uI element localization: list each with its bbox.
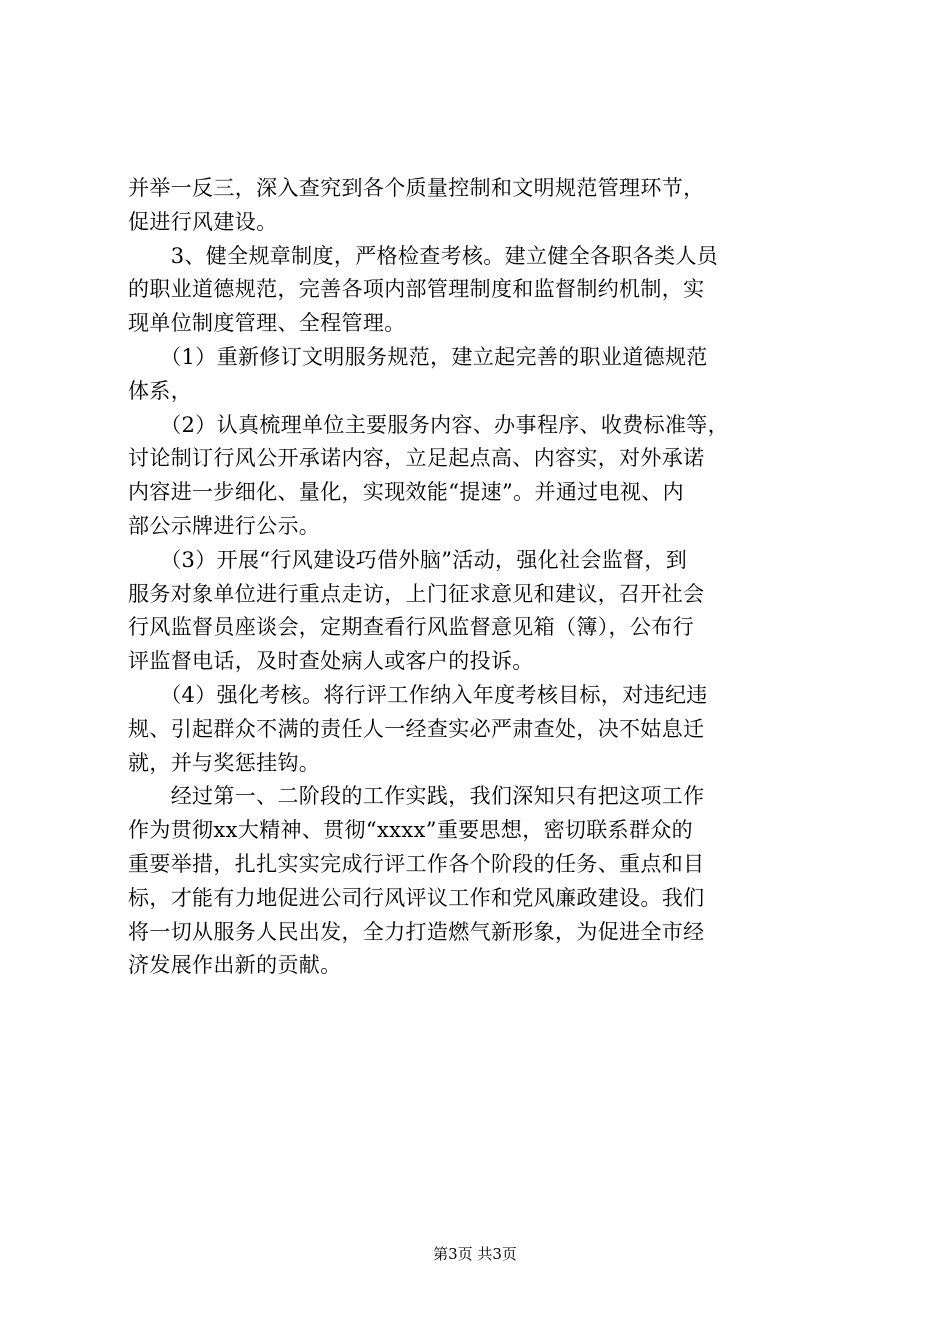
text-line: （3）开展“行风建设巧借外脑”活动，强化社会监督，到	[128, 547, 688, 572]
text-line: 3、健全规章制度，严格检查考核。建立健全各职各类人员	[128, 243, 719, 268]
text-line: 体系，	[128, 378, 193, 403]
text-line: 规、引起群众不满的责任人一经查实必严肃查处，决不姑息迁	[128, 716, 705, 741]
page-footer	[0, 1244, 950, 1264]
text-line: 济发展作出新的贡献。	[128, 953, 342, 978]
text-line: （1）重新修订文明服务规范，建立起完善的职业道德规范	[128, 344, 708, 369]
text-line: 部公示牌进行公示。	[128, 513, 321, 538]
text-line: （2）认真梳理单位主要服务内容、办事程序、收费标准等，	[128, 412, 730, 437]
document-body	[128, 172, 828, 983]
text-line: （4）强化考核。将行评工作纳入年度考核目标，对违纪违	[128, 682, 708, 707]
text-line: 行风监督员座谈会，定期查看行风监督意见箱（簿），公布行	[128, 615, 694, 640]
text-line: 的职业道德规范，完善各项内部管理制度和监督制约机制，实	[128, 277, 705, 302]
text-line: 重要举措，扎扎实实完成行评工作各个阶段的任务、重点和目	[128, 851, 705, 876]
text-line: 内容进一步细化、量化，实现效能“提速”。并通过电视、内	[128, 480, 684, 505]
text-line: 讨论制订行风公开承诺内容，立足起点高、内容实，对外承诺	[128, 446, 705, 471]
text-line: 促进行风建设。	[128, 209, 278, 234]
text-line: 服务对象单位进行重点走访，上门征求意见和建议，召开社会	[128, 581, 705, 606]
text-line: 经过第一、二阶段的工作实践，我们深知只有把这项工作	[128, 784, 705, 809]
text-line: 评监督电话，及时查处病人或客户的投诉。	[128, 649, 534, 674]
text-line: 并举一反三，深入查究到各个质量控制和文明规范管理环节，	[128, 176, 705, 200]
text-line: 将一切从服务人民出发，全力打造燃气新形象，为促进全市经	[128, 919, 705, 944]
page-number-label: 第3页 共3页	[433, 1245, 517, 1263]
text-line: 现单位制度管理、全程管理。	[128, 311, 406, 336]
text-line: 就，并与奖惩挂钩。	[128, 750, 321, 775]
text-line: 标，才能有力地促进公司行风评议工作和党风廉政建设。我们	[128, 885, 705, 910]
text-line: 作为贯彻xx大精神、贯彻“xxxx”重要思想，密切联系群众的	[128, 818, 694, 843]
